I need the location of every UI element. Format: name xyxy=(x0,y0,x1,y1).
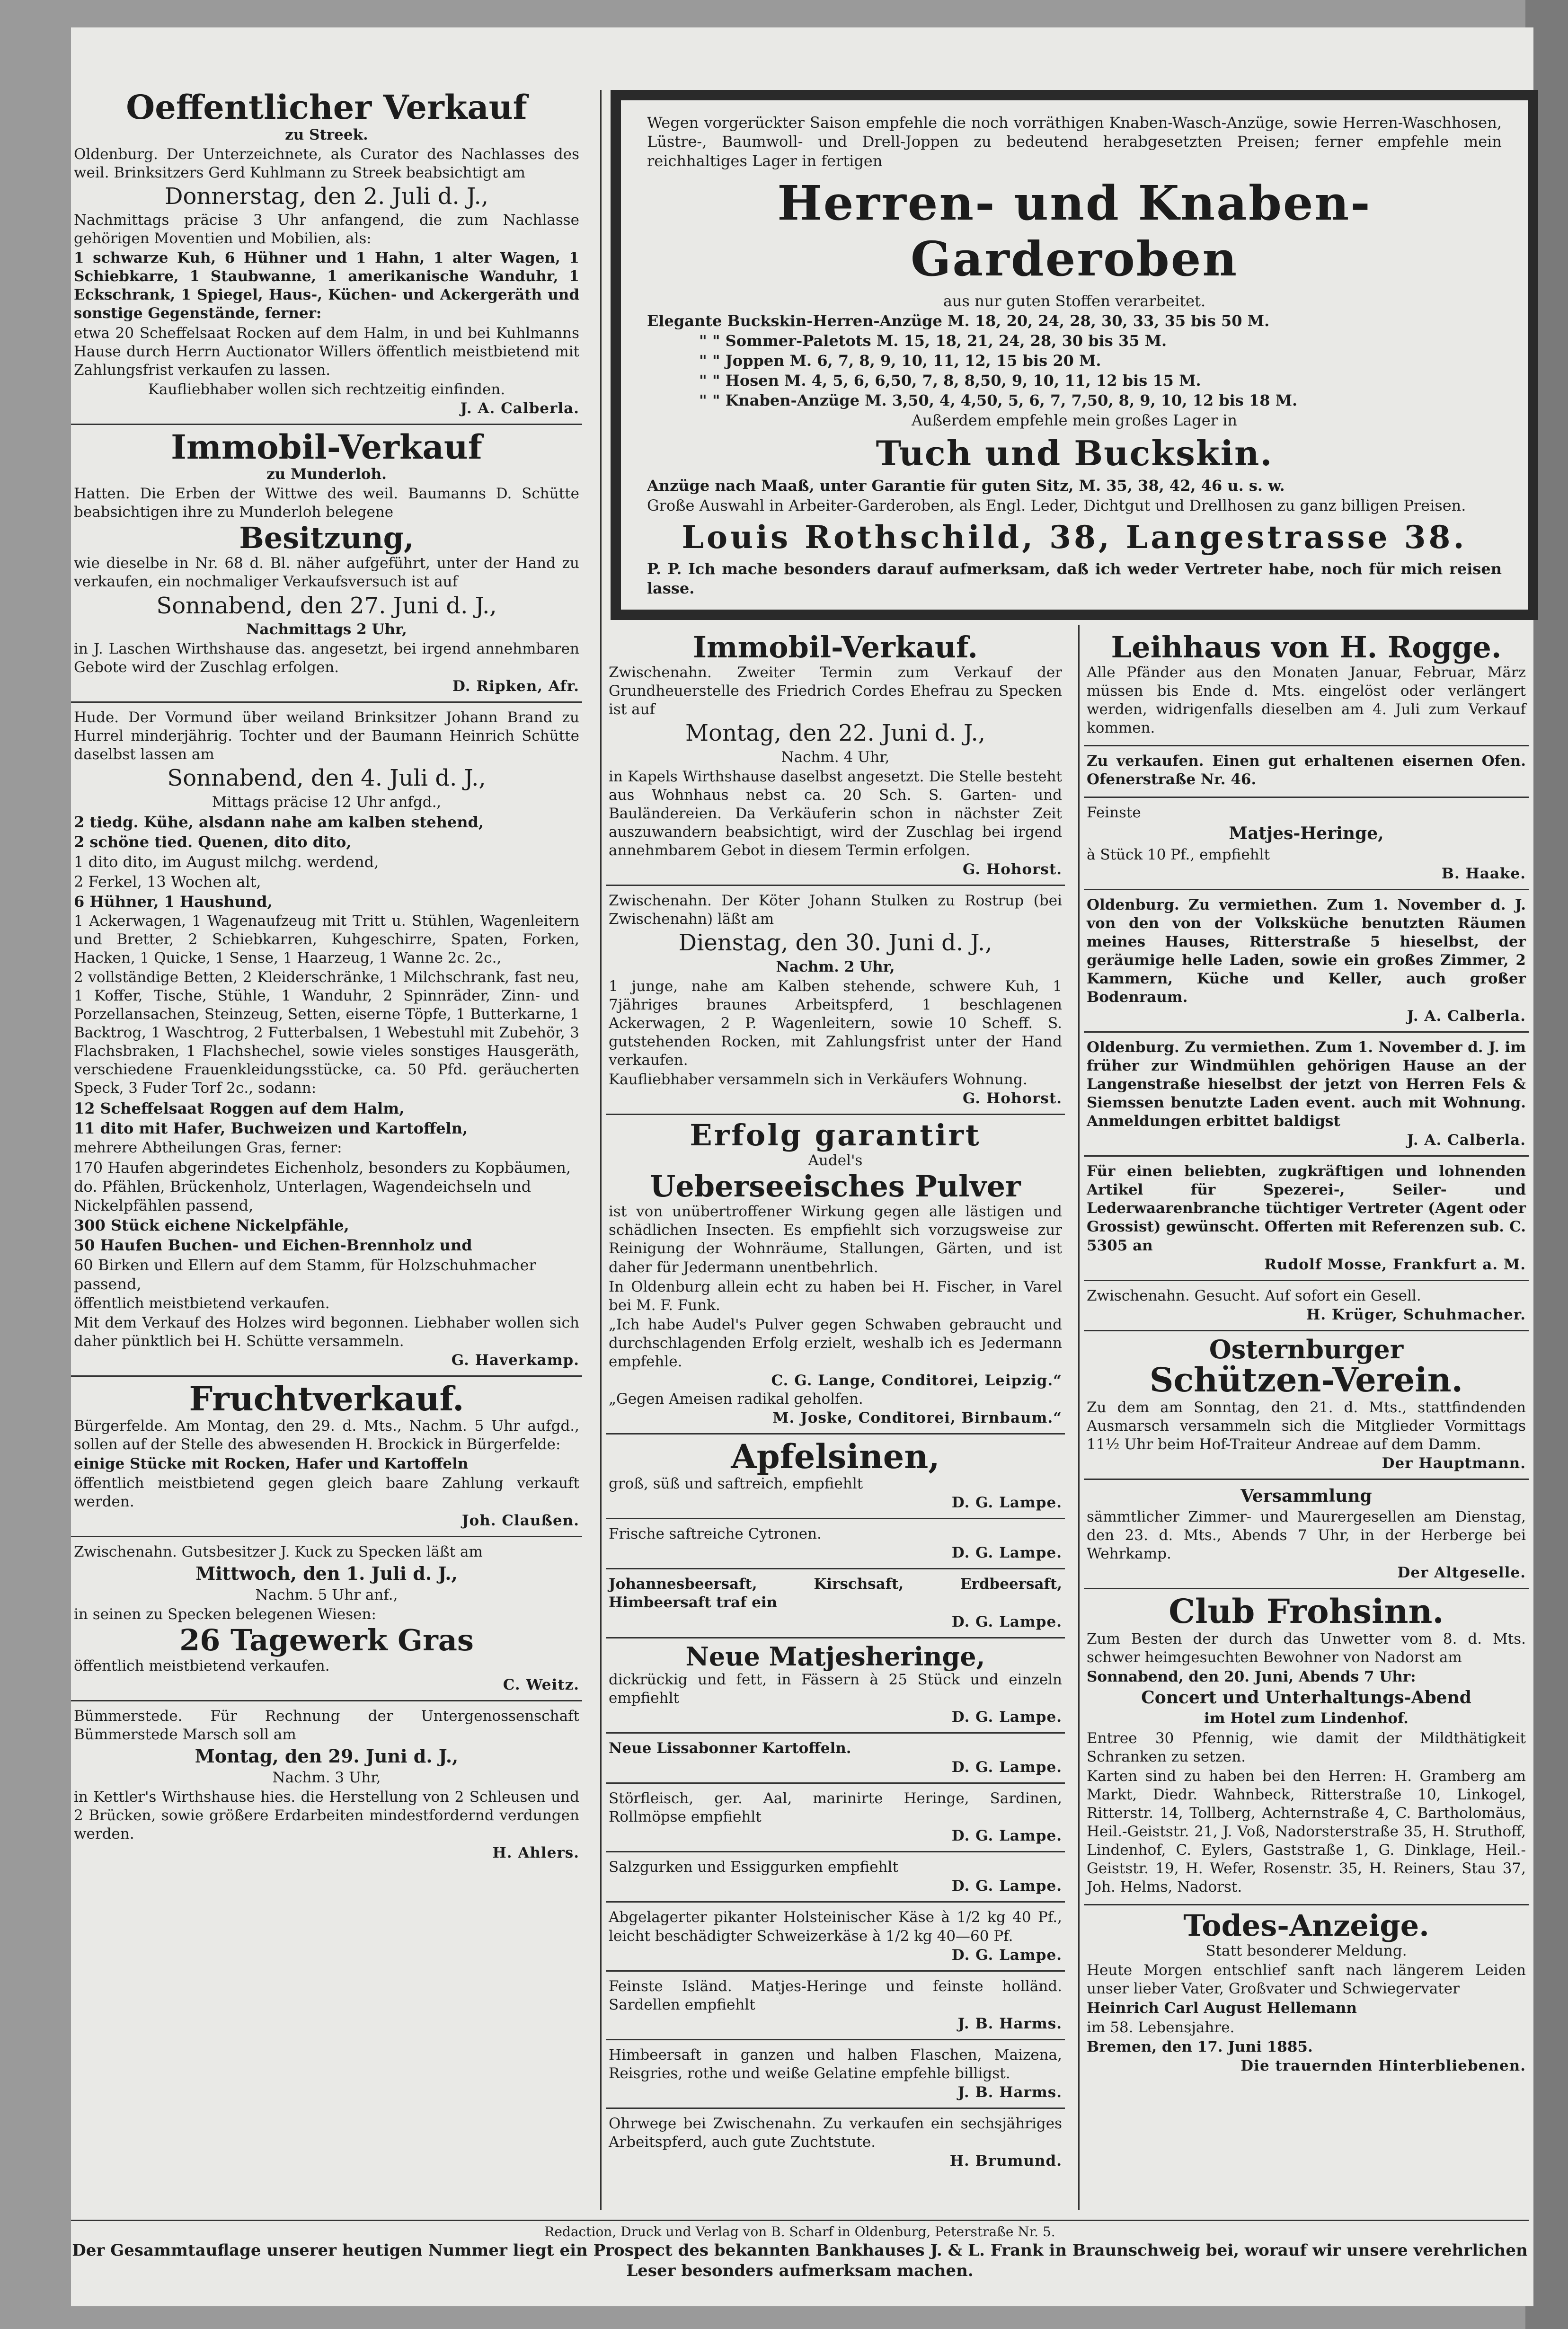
ad-title: Matjes-Heringe, xyxy=(1229,824,1384,844)
ad-date: Montag, den 29. Juni d. J., xyxy=(195,1745,459,1767)
ad-gurken xyxy=(606,1852,1065,1903)
list-item: 11 dito mit Hafer, Buchweizen und Kartoffeln, xyxy=(74,1119,468,1137)
ad-title: Oeffentlicher Verkauf xyxy=(126,88,527,127)
ad-text: mehrere Abtheilungen Gras, ferner: xyxy=(74,1139,342,1156)
ad-text: Bürgerfelde. Am Montag, den 29. d. Mts., Nachm. 5 Uhr aufgd., sollen auf der Stelle des abwesenden H. Brockick in Bürgerfelde: xyxy=(74,1417,579,1453)
ad-text: dickrückig und fett, in Fässern à 25 Stück und einzeln empfiehlt xyxy=(609,1671,1062,1707)
ad-text: Entree 30 Pfennig, wie damit der Mildthätigkeit Schranken zu setzen. xyxy=(1087,1729,1526,1765)
list-item: 6 Hühner, 1 Haushund, xyxy=(74,893,273,911)
ad-text: Hatten. Die Erben der Wittwe des weil. Baumanns D. Schütte beabsichtigen ihre zu Munderloh belegene xyxy=(74,485,579,521)
ad-headline: Herren- und Knaben-Garderoben xyxy=(777,175,1372,287)
ad-signature: D. G. Lampe. xyxy=(951,1613,1062,1630)
ad-date: Sonnabend, den 4. Juli d. J., xyxy=(167,765,486,792)
ad-saefte xyxy=(606,1569,1065,1638)
ad-todes-anzeige xyxy=(1084,1905,1529,2081)
ad-text: Zwischenahn. Der Köter Johann Stulken zu Rostrup (bei Zwischenahn) läßt am xyxy=(609,892,1062,928)
ad-text: Große Auswahl in Arbeiter-Garderoben, als Engl. Leder, Dichtgut und Drellhosen zu ganz billigen Preisen. xyxy=(647,496,1466,514)
ad-title: Neue Matjesheringe, xyxy=(685,1641,985,1672)
ad-text: In Oldenburg allein echt zu haben bei H. Fischer, in Varel bei M. F. Funk. xyxy=(609,1278,1062,1314)
ad-title: Erfolg garantirt xyxy=(690,1118,981,1153)
ad-signature: D. Ripken, Afr. xyxy=(452,678,579,695)
ad-immobil-verkauf-specken xyxy=(606,627,1065,886)
list-item: 170 Haufen abgerindetes Eichenholz, besonders zu Kopbäumen, do. Pfählen, Brückenholz, Unterlagen, Wagendeichseln und Nickelpfählen passend, xyxy=(74,1158,571,1214)
column-rule xyxy=(600,90,602,2210)
ad-kaese xyxy=(606,1903,1065,1971)
ad-time: Nachm. 3 Uhr, xyxy=(272,1769,381,1786)
ad-fruchtverkauf xyxy=(71,1377,582,1538)
ad-rothschild-garderoben xyxy=(611,90,1538,620)
ad-headline: Concert und Unterhaltungs-Abend xyxy=(1141,1688,1471,1708)
ad-arbeitspferd xyxy=(606,2109,1065,2176)
ad-club-frohsinn xyxy=(1084,1589,1529,1905)
ad-title: Osternburger xyxy=(1209,1334,1404,1364)
price-line: " " Knaben-Anzüge M. 3,50, 4, 4,50, 5, 6, 7, 7,50, 8, 9, 10, 12 bis 18 M. xyxy=(699,391,1298,410)
ad-signature: Der Hauptmann. xyxy=(1382,1454,1526,1472)
price-line: " " Hosen M. 4, 5, 6, 6,50, 7, 8, 8,50, 9, 10, 11, 12 bis 15 M. xyxy=(699,372,1201,390)
ad-signature: C. Weitz. xyxy=(503,1676,579,1693)
ad-text: Ohrwege bei Zwischenahn. Zu verkaufen ein sechsjähriges Arbeitspferd, auch gute Zuchtstute. xyxy=(609,2115,1062,2151)
ad-date: Montag, den 22. Juni d. J., xyxy=(685,720,985,747)
ad-text: öffentlich meistbietend verkaufen. xyxy=(74,1657,330,1674)
ad-text: Statt besonderer Meldung. xyxy=(1205,1942,1407,1960)
ad-signature: D. G. Lampe. xyxy=(951,1709,1062,1726)
ad-signature: D. G. Lampe. xyxy=(951,1877,1062,1895)
ad-text: Oldenburg. Zu vermiethen. Zum 1. November d. J. von den von der Volksküche benutzten Räumen meines Hauses, Ritterstraße 5 hieselbst, der geräumige helle Laden, sowie ein großes Zimmer, 2 Kammern, Küche und Keller, auch großer Bodenraum. xyxy=(1087,896,1526,1006)
ad-text: einige Stücke mit Rocken, Hafer und Kartoffeln xyxy=(74,1455,469,1473)
ad-text: „Gegen Ameisen radikal geholfen. xyxy=(609,1390,863,1408)
ad-text: Zwischenahn. Gutsbesitzer J. Kuck zu Specken läßt am xyxy=(74,1543,483,1561)
ad-text: Zu verkaufen. Einen gut erhaltenen eisernen Ofen. Ofenerstraße Nr. 46. xyxy=(1087,753,1526,788)
ad-text: Mit dem Verkauf des Holzes wird begonnen. Liebhaber wollen sich daher pünktlich bei H. Schütte versammeln. xyxy=(74,1314,579,1350)
ad-kartoffeln xyxy=(606,1734,1065,1784)
ad-text: in Kettler's Wirthshause hies. die Herstellung von 2 Schleusen und 2 Brücken, sowie größere Erdarbeiten mindestfordernd verdungen werden. xyxy=(74,1788,579,1842)
ad-oeffentlicher-verkauf xyxy=(71,85,582,425)
column-left xyxy=(71,85,582,2201)
ad-text: Bümmerstede. Für Rechnung der Untergenossenschaft Bümmerstede Marsch soll am xyxy=(74,1707,579,1743)
ad-headline: Schützen-Verein. xyxy=(1149,1360,1463,1400)
ad-text: Zu dem am Sonntag, den 21. d. Mts., stattfindenden Ausmarsch versammeln sich die Mitglieder Vormittags 11½ Uhr beim Hof-Traiteur Andreae auf dem Damm. xyxy=(1087,1399,1526,1453)
ad-text: Hude. Der Vormund über weiland Brinksitzer Johann Brand zu Hurrel minderjährig. Tochter und der Baumann Heinrich Schütte daselbst lassen am xyxy=(74,709,579,763)
ad-text: „Ich habe Audel's Pulver gegen Schwaben gebraucht und durchschlagenden Erfolg erzielt, weshalb ich es Jedermann empfehle. xyxy=(609,1316,1062,1370)
ad-text: Zwischenahn. Zweiter Termin zum Verkauf der Grundheuerstelle des Friedrich Cordes Ehefrau zu Specken ist auf xyxy=(609,664,1062,718)
ad-signature: D. G. Lampe. xyxy=(951,1494,1062,1512)
ad-title: Fruchtverkauf. xyxy=(189,1379,464,1418)
ad-stulken-verkauf xyxy=(606,886,1065,1115)
ad-signature: H. Brumund. xyxy=(949,2152,1062,2170)
ad-signature: D. G. Lampe. xyxy=(951,1946,1062,1964)
ad-title: Apfelsinen, xyxy=(731,1436,940,1476)
ad-text: P. P. Ich mache besonders darauf aufmerksam, daß ich weder Vertreter habe, noch für mich reisen lasse. xyxy=(647,560,1502,597)
page-footer xyxy=(71,2220,1529,2282)
list-item: 2 schöne tied. Quenen, dito dito, xyxy=(74,833,352,851)
ad-text: Himbeersaft in ganzen und halben Flaschen, Maizena, Reisgries, rothe und weiße Gelatine empfehle billigst. xyxy=(609,2046,1062,2082)
ad-signature: H. Ahlers. xyxy=(492,1844,579,1861)
list-item: 1 dito dito, im August milchg. werdend, xyxy=(74,853,379,871)
ad-text: etwa 20 Scheffelsaat Rocken auf dem Halm, in und bei Kuhlmanns Hause durch Herrn Auctionator Willers öffentlich meistbietend mit Zahlungsfrist verkaufen zu lassen. xyxy=(74,324,579,379)
ad-vertreter-gesucht xyxy=(1084,1157,1529,1281)
ad-text: öffentlich meistbietend verkaufen. xyxy=(74,1294,330,1312)
ad-leihhaus xyxy=(1084,627,1529,746)
ad-title: Club Frohsinn. xyxy=(1169,1592,1444,1631)
ad-text: aus nur guten Stoffen verarbeitet. xyxy=(943,292,1206,310)
ad-text: in Kapels Wirthshause daselbst angesetzt. Die Stelle besteht aus Wohnhaus nebst ca. 20 Sch. S. Garten- und Bauländereien. Da Verkäuferin schon in nächster Zeit auszuwandern beabsichtigt, wird der Zuschlag bei irgend annehmbarem Gebot in diesem Termin erfolgen. xyxy=(609,768,1062,859)
ad-headline: Tuch und Buckskin. xyxy=(876,433,1273,473)
ad-text: Karten sind zu haben bei den Herren: H. Gramberg am Markt, Diedr. Wahnbeck, Ritterstraße 10, Linkogel, Ritterstr. 14, Tollberg, Achternstraße 4, C. Bartholomäus, Heil.-Geiststr. 21, J. Voß, Nadorsterstraße 35, H. Struthoff, Lindenhof, C. Eylers, Gaststraße 1, G. Dinklage, Heil.-Geiststr. 19, H. Wefer, Rosenstr. 35, H. Reiners, Stau 37, Joh. Helms, Nadorst. xyxy=(1087,1767,1526,1895)
ad-title: Leihhaus von H. Rogge. xyxy=(1111,630,1502,664)
footer-rule xyxy=(71,2220,1529,2221)
ad-text: Nachmittags präcise 3 Uhr anfangend, die zum Nachlasse gehörigen Moventien und Mobilien, als: xyxy=(74,212,579,248)
ad-text: Johannesbeersaft, Kirschsaft, Erdbeersaft, Himbeersaft traf ein xyxy=(609,1576,1062,1612)
ad-text: in seinen zu Specken belegenen Wiesen: xyxy=(74,1606,376,1623)
supplement-notice: Der Gesammtauflage unserer heutigen Nummer liegt ein Prospect des bekannten Bankhauses J. & L. Frank in Braunschweig bei, worauf wir unsere verehrlichen Leser besonders aufmerksam machen. xyxy=(72,2241,1528,2280)
ad-text: Zum Besten der durch das Unwetter vom 8. d. Mts. schwer heimgesuchten Bewohner von Nadorst am xyxy=(1087,1630,1526,1666)
ad-vermiethen-langenstrasse xyxy=(1084,1033,1529,1157)
ad-buemmerstede xyxy=(71,1701,582,1868)
ad-text: Heute Morgen entschlief sanft nach längerem Leiden unser lieber Vater, Großvater und Schwiegervater xyxy=(1087,1962,1526,1998)
ad-subtitle: Audel's xyxy=(808,1152,863,1169)
column-rule xyxy=(1078,625,1080,2210)
ad-text: Wegen vorgerückter Saison empfehle die noch vorräthigen Knaben-Wasch-Anzüge, sowie Herren-Waschhosen, Lüstre-, Baumwoll- und Drell-Joppen zu bedeutend herabgesetzten Preisen; ferner empfehle mein reichhaltiges Lager in fertigen xyxy=(647,114,1502,170)
ad-text: Frische saftreiche Cytronen. xyxy=(609,1525,822,1543)
ad-title: Versammlung xyxy=(1240,1486,1372,1506)
imprint: Redaction, Druck und Verlag von B. Scharf in Oldenburg, Peterstraße Nr. 5. xyxy=(544,2224,1055,2240)
ad-signature: J. B. Harms. xyxy=(957,2015,1062,2032)
ad-text: ist von unübertroffener Wirkung gegen alle lästigen und schädlichen Insecten. Es empfiehlt sich vorzugsweise zur Reinigung der Wohnräume, Stallungen, Gärten, und ist daher für Jedermann unentbehrlich. xyxy=(609,1203,1062,1276)
ad-text: im 58. Lebensjahre. xyxy=(1087,2019,1235,2037)
ad-apfelsinen xyxy=(606,1435,1065,1520)
ad-matjesheringe xyxy=(606,1638,1065,1734)
ad-text: 1 junge, nahe am Kalben stehende, schwere Kuh, 1 7jähriges braunes Arbeitspferd, 1 beschlagenen Ackerwagen, 2 P. Wagenleitern, sowie 10 Scheff. S. gutstehenden Rocken, mit Zahlungsfrist unter der Hand verkaufen. xyxy=(609,977,1062,1069)
ad-text: Zwischenahn. Gesucht. Auf sofort ein Gesell. xyxy=(1087,1287,1421,1304)
ad-gesell-gesucht xyxy=(1084,1281,1529,1331)
list-item: 60 Birken und Ellern auf dem Stamm, für Holzschuhmacher passend, xyxy=(74,1256,536,1293)
ad-text: 1 schwarze Kuh, 6 Hühner und 1 Hahn, 1 alter Wagen, 1 Schiebkarre, 1 Staubwanne, 1 amerikanische Wanduhr, 1 Eckschrank, 1 Spiegel, Haus-, Küchen- und Ackergeräth und sonstige Gegenstände, ferner: xyxy=(74,249,579,322)
ad-text: im Hotel zum Lindenhof. xyxy=(1204,1710,1409,1727)
ad-title: Immobil-Verkauf. xyxy=(692,630,978,664)
ad-time: Mittags präcise 12 Uhr anfgd., xyxy=(212,794,442,811)
ad-versammlung xyxy=(1084,1480,1529,1590)
ad-text: 1 Ackerwagen, 1 Wagenaufzeug mit Tritt u. Stühlen, Wagenleitern und Bretter, 2 Schiebkarren, Kuhgeschirre, Spaten, Forken, Hacken, 1 Quicke, 1 Sense, 1 Haarzeug, 1 Wanne 2c. 2c., xyxy=(74,912,579,967)
ad-signature: G. Haverkamp. xyxy=(451,1351,579,1369)
list-item: 2 Ferkel, 13 Wochen alt, xyxy=(74,873,261,891)
ad-subtitle: zu Streek. xyxy=(285,126,368,143)
ad-signature: Die trauernden Hinterbliebenen. xyxy=(1240,2057,1526,2075)
ad-text: Feinste Isländ. Matjes-Heringe und feinste holländ. Sardellen empfiehlt xyxy=(609,1977,1062,2013)
ad-signature: J. B. Harms. xyxy=(957,2083,1062,2101)
ad-signature: J. A. Calberla. xyxy=(1407,1132,1526,1149)
ad-time: Nachm. 4 Uhr, xyxy=(781,748,890,766)
ad-stoerfleisch xyxy=(606,1784,1065,1852)
ad-hude-verkauf xyxy=(71,703,582,1376)
ad-title: Todes-Anzeige. xyxy=(1183,1908,1429,1943)
ad-text: Kaufliebhaber versammeln sich in Verkäufers Wohnung. xyxy=(609,1071,1028,1089)
ad-signature: D. G. Lampe. xyxy=(951,1544,1062,1562)
column-right xyxy=(1084,627,1529,2210)
ad-text: à Stück 10 Pf., empfiehlt xyxy=(1087,846,1270,863)
list-item: 50 Haufen Buchen- und Eichen-Brennholz und xyxy=(74,1236,472,1254)
ad-text: 2 vollständige Betten, 2 Kleiderschränke, 1 Milchschrank, fast neu, 1 Koffer, Tische, Stühle, 1 Wanduhr, 2 Spinnräder, Zinn- und Porzellansachen, Steinzeug, Setten, eiserne Töpfe, 1 Butterkarne, 1 Backtrog, 1 Waschtrog, 2 Futterbalsen, 1 Webestuhl mit Zubehör, 3 Flachsbraken, 1 Flachshechel, sowie vieles sonstiges Hausgeräth, verschiedene Frauenkleidungsstücke, ca. 50 Pfd. geräucherten Speck, 3 Fuder Torf 2c., sodann: xyxy=(74,969,579,1097)
list-item: 12 Scheffelsaat Roggen auf dem Halm, xyxy=(74,1099,405,1117)
ad-text: Oldenburg. Der Unterzeichnete, als Curator des Nachlasses des weil. Brinksitzers Gerd Kuhlmann zu Streek beabsichtigt am xyxy=(74,145,579,181)
ad-signature: M. Joske, Conditorei, Birnbaum.“ xyxy=(772,1409,1062,1426)
ad-signature: D. G. Lampe. xyxy=(951,1759,1062,1776)
ad-signature: J. A. Calberla. xyxy=(460,399,579,417)
ad-headline: Besitzung, xyxy=(239,521,414,556)
ad-schuetzen-verein xyxy=(1084,1331,1529,1480)
ad-text: Neue Lissabonner Kartoffeln. xyxy=(609,1740,851,1757)
ad-text: Störfleisch, ger. Aal, marinirte Heringe, Sardinen, Rollmöpse empfiehlt xyxy=(609,1790,1062,1826)
ad-text: öffentlich meistbietend gegen gleich baare Zahlung verkauft werden. xyxy=(74,1475,579,1511)
column-middle xyxy=(606,627,1065,2210)
ad-signature: Der Altgeselle. xyxy=(1397,1564,1526,1582)
ad-signature: G. Hohorst. xyxy=(962,1090,1062,1107)
ad-text: Alle Pfänder aus den Monaten Januar, Februar, März müssen bis Ende d. Mts. eingelöst oder verlängert werden, widrigenfalls dieselben am 4. Juli zum Verkauf kommen. xyxy=(1087,664,1526,737)
ad-signature: H. Krüger, Schuhmacher. xyxy=(1306,1306,1526,1323)
ad-signature: J. A. Calberla. xyxy=(1407,1008,1526,1025)
ad-signature: Rudolf Mosse, Frankfurt a. M. xyxy=(1264,1256,1526,1273)
ad-signature: B. Haake. xyxy=(1441,865,1526,882)
ad-time: Nachm. 5 Uhr anf., xyxy=(255,1586,398,1604)
ad-time: Nachmittags 2 Uhr, xyxy=(246,621,407,638)
list-item: 300 Stück eichene Nickelpfähle, xyxy=(74,1216,349,1234)
ad-text: wie dieselbe in Nr. 68 d. Bl. näher aufgeführt, unter der Hand zu verkaufen, ein nochmaliger Verkaufsversuch ist auf xyxy=(74,555,579,591)
ad-text: in J. Laschen Wirthshause das. angesetzt, bei irgend annehmbaren Gebote wird der Zuschlag erfolgen. xyxy=(74,640,579,676)
ad-text: groß, süß und saftreich, empfiehlt xyxy=(609,1475,863,1493)
ad-text: Salzgurken und Essiggurken empfiehlt xyxy=(609,1859,898,1876)
price-line: Elegante Buckskin-Herren-Anzüge M. 18, 20, 24, 28, 30, 33, 35 bis 50 M. xyxy=(647,312,1270,330)
ad-text: Feinste xyxy=(1087,804,1141,822)
ad-immobil-verkauf-munderloh xyxy=(71,425,582,703)
firm-name: Louis Rothschild, 38, Langestrasse 38. xyxy=(682,519,1467,556)
list-item: 2 tiedg. Kühe, alsdann nahe am kalben stehend, xyxy=(74,813,484,832)
ad-text: Für einen beliebten, zugkräftigen und lohnenden Artikel für Spezerei-, Seiler- und Lederwaarenbranche tüchtiger Vertreter (Agent oder Grossist) gewünscht. Offerten mit Referenzen sub. C. 5305 an xyxy=(1087,1163,1526,1254)
ad-headline: Ueberseeisches Pulver xyxy=(650,1169,1021,1204)
ad-date: Donnerstag, den 2. Juli d. J., xyxy=(164,183,489,210)
ad-islaend-heringe xyxy=(606,1972,1065,2040)
ad-text: Oldenburg. Zu vermiethen. Zum 1. November d. J. im früher zur Windmühlen gehörigen Hause an der Langenstraße hieselbst der jetzt von Herren Fels & Siemssen benutzte Laden event. auch mit Wohnung. Anmeldungen erbittet baldigst xyxy=(1087,1039,1526,1130)
ad-date: Sonnabend, den 27. Juni d. J., xyxy=(156,592,497,619)
ad-cytronen xyxy=(606,1519,1065,1569)
price-line: " " Joppen M. 6, 7, 8, 9, 10, 11, 12, 15 bis 20 M. xyxy=(699,352,1101,370)
deceased-name: Heinrich Carl August Hellemann xyxy=(1087,2000,1357,2017)
ad-text: Anzüge nach Maaß, unter Garantie für guten Sitz, M. 35, 38, 42, 46 u. s. w. xyxy=(647,476,1285,495)
ad-text: Abgelagerter pikanter Holsteinischer Käse à 1/2 kg 40 Pf., leicht beschädigter Schweizerkäse à 1/2 kg 40—60 Pf. xyxy=(609,1909,1062,1945)
ad-matjes-haake xyxy=(1084,798,1529,890)
ad-signature: C. G. Lange, Conditorei, Leipzig.“ xyxy=(771,1372,1062,1389)
ad-text: sämmtlicher Zimmer- und Maurergesellen am Dienstag, den 23. d. Mts., Abends 7 Uhr, in der Herberge bei Wehrkamp. xyxy=(1087,1508,1526,1563)
ad-text: Außerdem empfehle mein großes Lager in xyxy=(911,411,1238,430)
ad-date: Mittwoch, den 1. Juli d. J., xyxy=(195,1563,458,1585)
ad-signature: D. G. Lampe. xyxy=(951,1827,1062,1845)
ad-text: Kaufliebhaber wollen sich rechtzeitig einfinden. xyxy=(148,381,505,398)
ad-himbeersaft xyxy=(606,2040,1065,2109)
ad-ofen xyxy=(1084,746,1529,798)
ad-date: Dienstag, den 30. Juni d. J., xyxy=(678,930,992,956)
ad-audel-pulver xyxy=(606,1115,1065,1435)
price-line: " " Sommer-Paletots M. 15, 18, 21, 24, 28, 30 bis 35 M. xyxy=(699,332,1167,350)
ad-text: Sonnabend, den 20. Juni, Abends 7 Uhr: xyxy=(1087,1668,1416,1686)
ad-signature: Joh. Claußen. xyxy=(461,1512,579,1530)
ad-subtitle: zu Munderloh. xyxy=(266,466,387,483)
ad-time: Nachm. 2 Uhr, xyxy=(776,958,895,975)
ad-title: Immobil-Verkauf xyxy=(171,427,482,467)
ad-headline: 26 Tagewerk Gras xyxy=(179,1623,474,1658)
ad-signature: G. Hohorst. xyxy=(962,861,1062,878)
ad-text: Bremen, den 17. Juni 1885. xyxy=(1087,2038,1313,2056)
ad-vermiethen-ritterstrasse xyxy=(1084,890,1529,1033)
ad-gras-verkauf xyxy=(71,1537,582,1701)
